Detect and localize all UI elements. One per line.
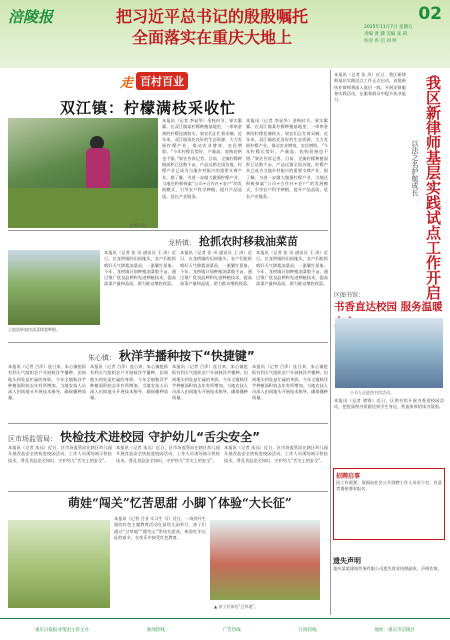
article-2-headline: 抢抓农时移栽油菜苗 xyxy=(199,235,298,248)
photo-caption-2: 土地流转加快油菜移栽种植。 xyxy=(8,327,60,332)
photo-caption-5: ▲ 孩子们体验“过草地”。 xyxy=(214,604,259,609)
library-kicker: 区图书馆： xyxy=(334,292,365,299)
article-3-body-c: 本报讯（记者 吕萍）连日来，朱心镇抢抓有利天气组织农户开展秋洋芋播种，田间地头到处是忙碌的身影。今年全镇秋洋芋种植面积较去年有所增加，当地农技人员深入田间地头开展技术指导，确保播种质量。 xyxy=(172,364,248,401)
article-5-title: 萌娃“闯关”忆苦思甜 小脚丫体验“大长征” xyxy=(68,496,292,510)
right-vertical-subtitle: 以法之名护航成长 xyxy=(411,140,419,196)
article-4-body-c: 本报讯（记者 朱远）近日，区市场监管局在辖区幼儿园开展食品安全快检进校园活动，工作人员现场演示快检技术，普及食品安全知识，守护幼儿“舌尖上的安全”。 xyxy=(224,445,328,463)
kids-activity-photo xyxy=(8,520,110,608)
bottom-bar xyxy=(0,618,450,640)
photo-caption-library: 小书人走进图书馆活动。 xyxy=(350,390,394,395)
lemon-harvest-photo xyxy=(8,118,158,228)
column-divider xyxy=(330,70,331,615)
rapeseed-field-photo xyxy=(8,250,100,325)
masthead: 涪陵报 xyxy=(8,8,54,26)
divider xyxy=(8,230,328,231)
slogan-line-1: 把习近平总书记的殷殷嘱托 xyxy=(115,7,308,26)
section-banner xyxy=(120,71,188,91)
date-line: 2025年11月7日 星期五 xyxy=(364,25,413,30)
footer-notice-title: 遗失声明 xyxy=(333,557,361,565)
bottom-item: 订阅热线 xyxy=(298,627,317,633)
article-2-kicker: 龙桥镇： xyxy=(168,239,196,247)
article-2-body-b: 本报讯（记者 张 凤 通讯员 王 涛）近日，在龙桥镇的田间地头，农户们抢抓晴好天气移栽油菜苗，一派繁忙景象。今年，龙桥镇计划种植油菜数千亩，通过推广优良品种和先进种植技术，提高油菜产量和品质，助力群众增收致富。 xyxy=(180,250,252,287)
notice-box xyxy=(333,468,445,540)
article-4-body-a: 本报讯（记者 朱远）近日，区市场监管局在辖区幼儿园开展食品安全快检进校园活动，工作人员现场演示快检技术，普及食品安全知识，守护幼儿“舌尖上的安全”。 xyxy=(8,445,112,463)
bottom-item: 广告热线 xyxy=(222,627,241,633)
divider xyxy=(8,423,328,424)
kids-grassland-photo xyxy=(210,520,320,600)
notice-body: 因工作需要，现面向社会公开招聘工作人员若干名，有意者请按要求报名。 xyxy=(336,480,442,492)
bottom-item: 地址：重庆市涪陵区 xyxy=(374,627,415,633)
article-3-headline: 秋洋芋播种按下“快捷键” xyxy=(119,349,255,363)
headline-slogan xyxy=(62,6,362,48)
article-3-title xyxy=(88,347,255,364)
footer-notice xyxy=(333,556,445,618)
section-label: 百村百业 xyxy=(136,72,188,90)
proof-line: 校对 冉 启 刘 婷 xyxy=(364,39,397,44)
divider xyxy=(8,342,328,343)
article-4-kicker: 区市场监管局： xyxy=(8,435,57,443)
article-4-headline: 快检技术进校园 守护幼儿“舌尖安全” xyxy=(60,430,260,444)
article-1-title: 双江镇：柠檬满枝采收忙 xyxy=(60,99,237,117)
article-5-body-a: 本报讯（记者 吕亚 实习生 马）近日，一场别开生面的红色主题教育活动在某幼儿园举行，孩子们通过“过草地”“爬雪山”等闯关游戏，体验红军长征的艰辛，在快乐中接受红色教育。 xyxy=(114,516,206,540)
right-article-body: 本报讯（记者 张 凤）近日，我区新律师基层实践试点工作正式启动，首批新执业律师将深入基层一线，开展法律服务实践活动，在服务群众中提升执业能力。 xyxy=(334,72,406,103)
date-editor-block xyxy=(364,24,444,45)
article-2-title xyxy=(168,233,298,249)
right-vertical-title: 我区新律师基层实践试点工作开启 xyxy=(424,75,442,300)
article-2-body-c: 本报讯（记者 张 凤 通讯员 王 涛）近日，在龙桥镇的田间地头，农户们抢抓晴好天气移栽油菜苗，一派繁忙景象。今年，龙桥镇计划种植油菜数千亩，通过推广优良品种和先进种植技术，提高油菜产量和品质，助力群众增收致富。 xyxy=(256,250,328,287)
notice-title: 招聘启事 xyxy=(336,473,361,480)
library-headline: 书香直达校园 服务温暖 xyxy=(334,301,443,313)
article-1-body-b: 本报讯（记者 李显华）金秋时节，果实累累。在双江镇某柠檬种植基地里，一串串金黄的柠檬挂满枝头，果农们正忙着采摘。近年来，双江镇依托良好的生态资源，大力发展柠檬产业，推动农业增效、农民增收。“今年柠檬长势好，产量高，收购价格也不错。”果农告诉记者。目前，全镇柠檬种植面积已达数千亩，产品远销全国各地，柠檬产业已成为当地乡村振兴的重要支撑产业。据了解，为进一步做大做强柠檬产业，当地还积极探索“公司+合作社+农户”的发展模式，引导农户科学种植，提升产品品质，延长产业链条。 xyxy=(246,118,328,199)
bottom-item: 新闻热线 xyxy=(146,627,165,633)
editor-line: 责编 黄 骥 美编 张 莉 xyxy=(364,32,408,37)
slogan-line-2: 全面落实在重庆大地上 xyxy=(131,28,292,47)
library-photo xyxy=(335,318,443,388)
article-3-body-a: 本报讯（记者 吕萍）连日来，朱心镇抢抓有利天气组织农户开展秋洋芋播种，田间地头到处是忙碌的身影。今年全镇秋洋芋种植面积较去年有所增加，当地农技人员深入田间地头开展技术指导，确保播种质量。 xyxy=(8,364,86,401)
article-3-body-d: 本报讯（记者 吕萍）连日来，朱心镇抢抓有利天气组织农户开展秋洋芋播种，田间地头到处是忙碌的身影。今年全镇秋洋芋种植面积较去年有所增加，当地农技人员深入田间地头开展技术指导，确保播种质量。 xyxy=(252,364,328,401)
footer-notice-body: 重庆某某建筑劳务有限公司遗失营业执照副本，声明作废。 xyxy=(333,566,442,571)
article-3-body-b: 本报讯（记者 吕萍）连日来，朱心镇抢抓有利天气组织农户开展秋洋芋播种，田间地头到处是忙碌的身影。今年全镇秋洋芋种植面积较去年有所增加，当地农技人员深入田间地头开展技术指导，确保播种质量。 xyxy=(90,364,168,401)
photo-caption-1: 柠檬丰收。 xyxy=(130,223,150,228)
article-4-body-b: 本报讯（记者 朱远）近日，区市场监管局在辖区幼儿园开展食品安全快检进校园活动，工作人员现场演示快检技术，普及食品安全知识，守护幼儿“舌尖上的安全”。 xyxy=(116,445,220,463)
divider xyxy=(8,491,328,492)
article-3-kicker: 朱心镇： xyxy=(88,354,116,362)
article-2-body-a: 本报讯（记者 张 凤 通讯员 王 涛）近日，在龙桥镇的田间地头，农户们抢抓晴好天气移栽油菜苗，一派繁忙景象。今年，龙桥镇计划种植油菜数千亩，通过推广优良品种和先进种植技术，提高油菜产量和品质，助力群众增收致富。 xyxy=(104,250,176,287)
library-body: 本报讯（记者 谭锋）近日，区图书馆开展书香进校园活动，把优质图书资源送到学生身边，营造浓厚的读书氛围。 xyxy=(334,398,444,410)
page-number: 02 xyxy=(418,4,442,24)
bottom-item: 重庆日报报业集团主管主办 xyxy=(34,627,89,633)
article-1-body-a: 本报讯（记者 李显华）金秋时节，果实累累。在双江镇某柠檬种植基地里，一串串金黄的柠檬挂满枝头，果农们正忙着采摘。近年来，双江镇依托良好的生态资源，大力发展柠檬产业，推动农业增效、农民增收。“今年柠檬长势好，产量高，收购价格也不错。”果农告诉记者。目前，全镇柠檬种植面积已达数千亩，产品远销全国各地，柠檬产业已成为当地乡村振兴的重要支撑产业。据了解，为进一步做大做强柠檬产业，当地还积极探索“公司+合作社+农户”的发展模式，引导农户科学种植，提升产品品质，延长产业链条。 xyxy=(162,118,242,199)
section-logo: 走 xyxy=(120,75,134,91)
article-4-title xyxy=(8,428,260,445)
